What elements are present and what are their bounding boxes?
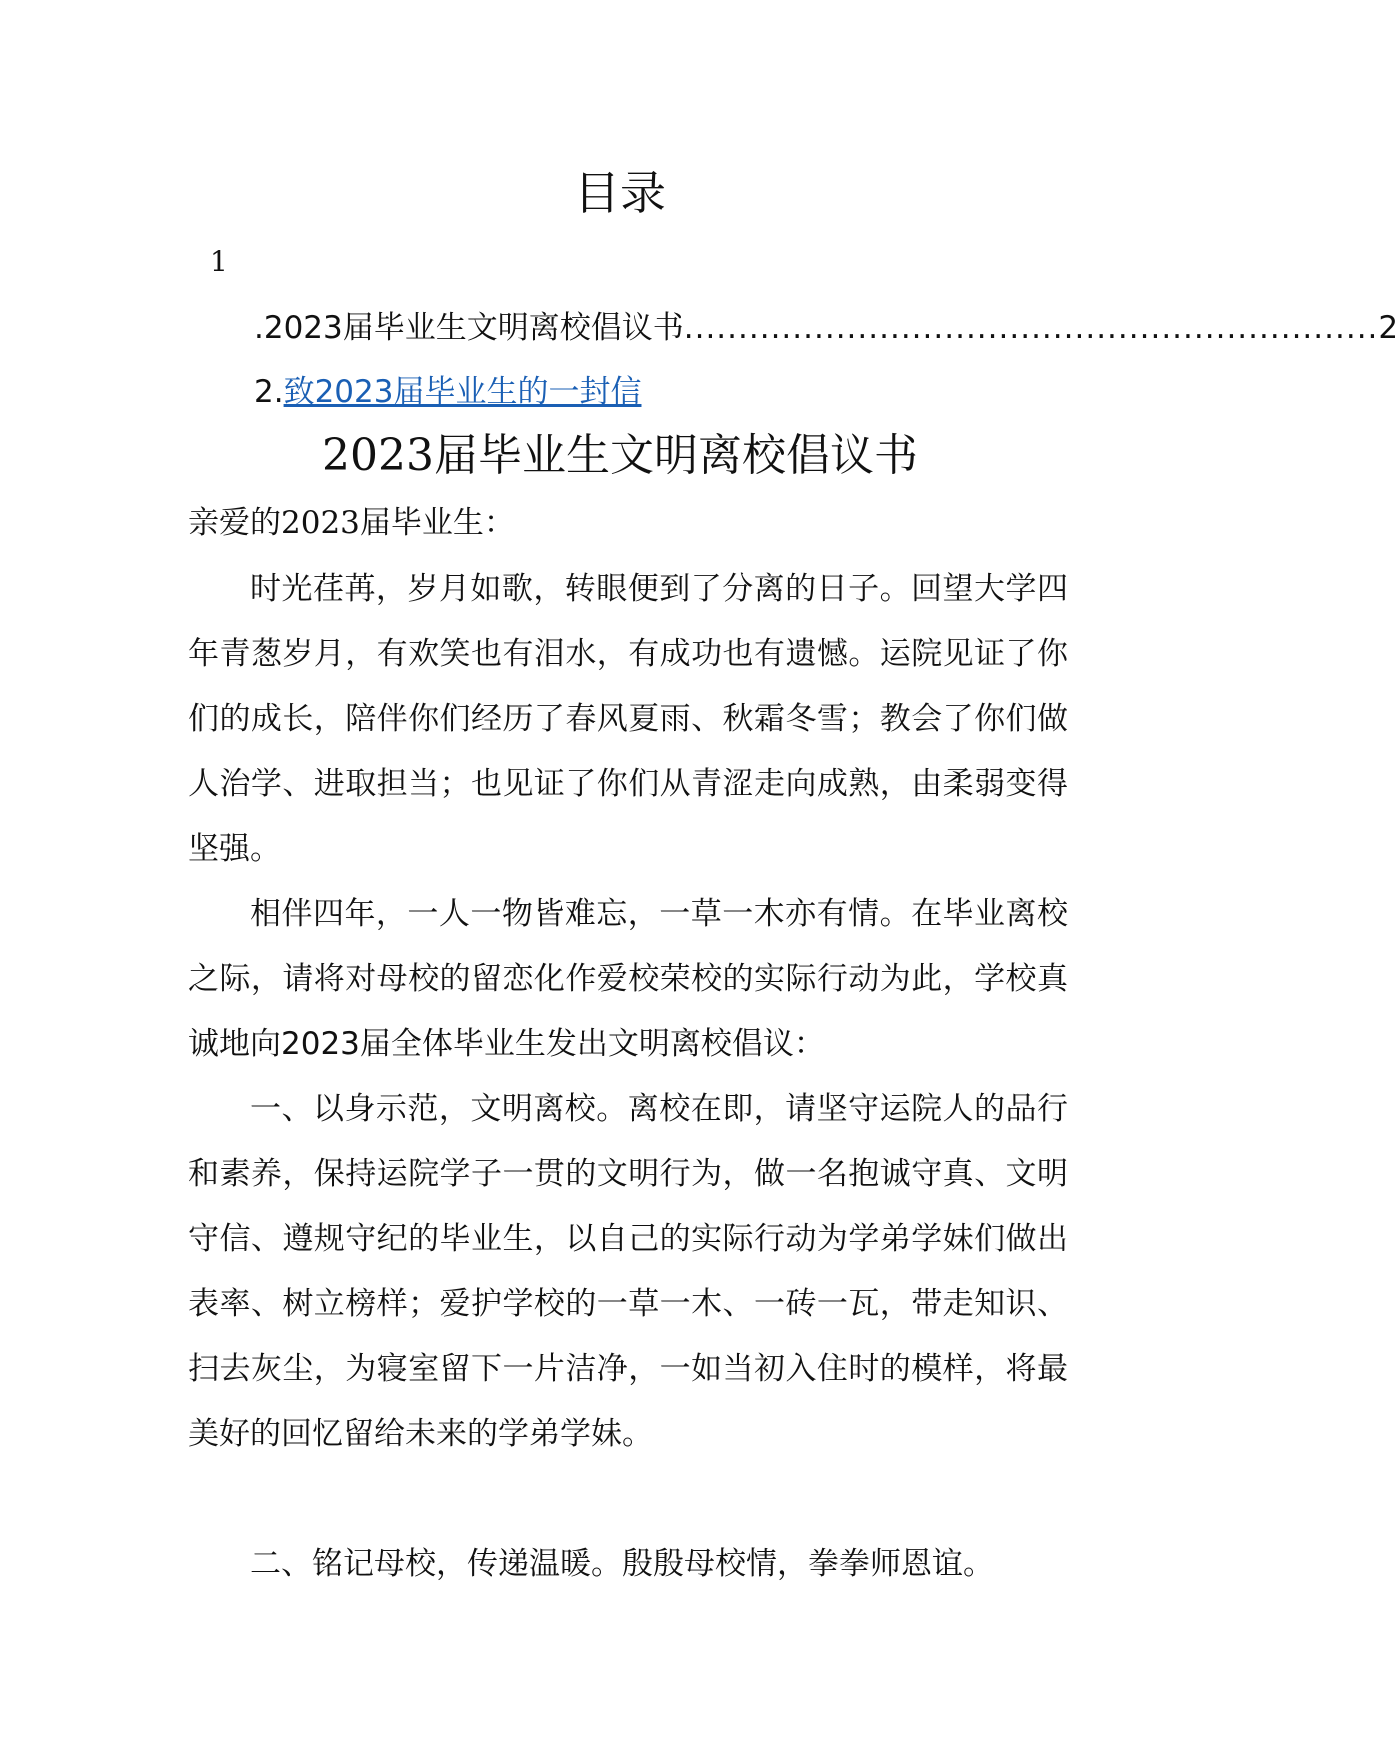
toc-entry-2	[254, 370, 641, 414]
salutation	[188, 500, 1088, 546]
toc-entry-1-leaders: ................................................................	[683, 310, 1379, 346]
document-title: 2023届毕业生文明离校倡议书	[322, 430, 918, 481]
salutation-year: 2023	[281, 505, 360, 541]
toc-entry-2-prefix: 2.	[254, 374, 284, 410]
paragraph-3: 一、以身示范，文明离校。离校在即，请坚守运院人的品行和素养，保持运院学子一贯的文明行为，做一名抱诚守真、文明守信、遵规守纪的毕业生，以自己的实际行动为学弟学妹们做出表率、树立榜样；爱护学校的一草一木、一砖一瓦，带走知识、扫去灰尘，为寝室留下一片洁净，一如当初入住时的模样，将最美好的回忆留给未来的学弟学妹。	[188, 1091, 1068, 1452]
salutation-pre: 亲爱的	[188, 505, 281, 541]
paragraph-1: 时光荏苒，岁月如歌，转眼便到了分离的日子。回望大学四年青葱岁月，有欢笑也有泪水，有成功也有遗憾。运院见证了你们的成长，陪伴你们经历了春风夏雨、秋霜冬雪；教会了你们做人治学、进取担当；也见证了你们从青涩走向成熟，由柔弱变得坚强。	[188, 571, 1068, 867]
toc-entry-1-page: 2	[1378, 310, 1398, 346]
salutation-post: 届毕业生：	[359, 505, 515, 541]
page-number: 1	[210, 245, 228, 278]
toc-title: 目录	[574, 166, 666, 220]
paragraph-4: 二、铭记母校，传递温暖。殷殷母校情，拳拳师恩谊。	[250, 1546, 994, 1582]
toc-entry-1[interactable]	[254, 306, 1398, 350]
toc-entry-1-label: .2023届毕业生文明离校倡议书	[254, 310, 684, 346]
paragraph-2: 相伴四年，一人一物皆难忘，一草一木亦有情。在毕业离校之际，请将对母校的留恋化作爱校荣校的实际行动为此，学校真诚地向2023届全体毕业生发出文明离校倡议：	[188, 896, 1068, 1062]
toc-entry-2-link[interactable]: 致2023届毕业生的一封信	[283, 374, 642, 410]
